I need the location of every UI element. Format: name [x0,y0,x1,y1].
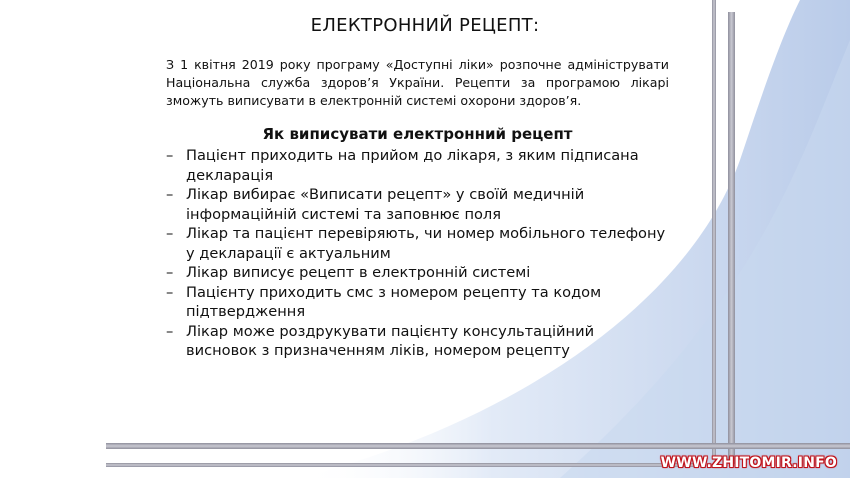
list-item [166,263,666,283]
list-item [166,224,666,263]
horizontal-bar-top [106,443,850,449]
vertical-bar-thin [712,0,716,460]
list-item [166,146,666,185]
list-item-text: Лікар виписує рецепт в електронній системі [186,264,531,281]
site-watermark: WWW.ZHITOMIR.INFO [660,455,837,471]
bullet-marker: – [166,264,174,281]
vertical-bar-thick [728,12,735,464]
bullet-marker: – [166,322,174,340]
list-item-text: Пацієнт приходить на прийом до лікаря, з яким підписана декларація [186,147,639,184]
list-item [166,185,666,224]
horizontal-bar-bottom [106,463,696,467]
list-item-text: Лікар може роздрукувати пацієнту консультаційний висновок з призначенням ліків, номером рецепту [186,322,595,359]
bullet-marker: – [166,147,174,164]
bullet-marker: – [166,283,174,301]
bullet-marker: – [166,186,174,203]
bullet-marker: – [166,225,174,242]
intro-paragraph: З 1 квітня 2019 року програму «Доступні ліки» розпочне адмініструвати Національна служба здоров’я України. Рецепти за програмою лікарі зможуть виписувати в електронній системі охорони здоров’я. [166,57,669,108]
list-item-text: Лікар та пацієнт перевіряють, чи номер мобільного телефону у декларації є актуальним [186,225,666,262]
list-item [166,283,666,322]
list-item-text: Пацієнту приходить смс з номером рецепту та кодом підтвердження [186,283,602,320]
steps-list [166,146,666,361]
list-item-text: Лікар вибирає «Виписати рецепт» у своїй медичній інформаційній системі та заповнює поля [186,186,585,223]
section-heading: Як виписувати електронний рецепт [262,125,573,143]
slide-title: ЕЛЕКТРОННИЙ РЕЦЕПТ: [310,15,540,36]
list-item [166,322,666,361]
